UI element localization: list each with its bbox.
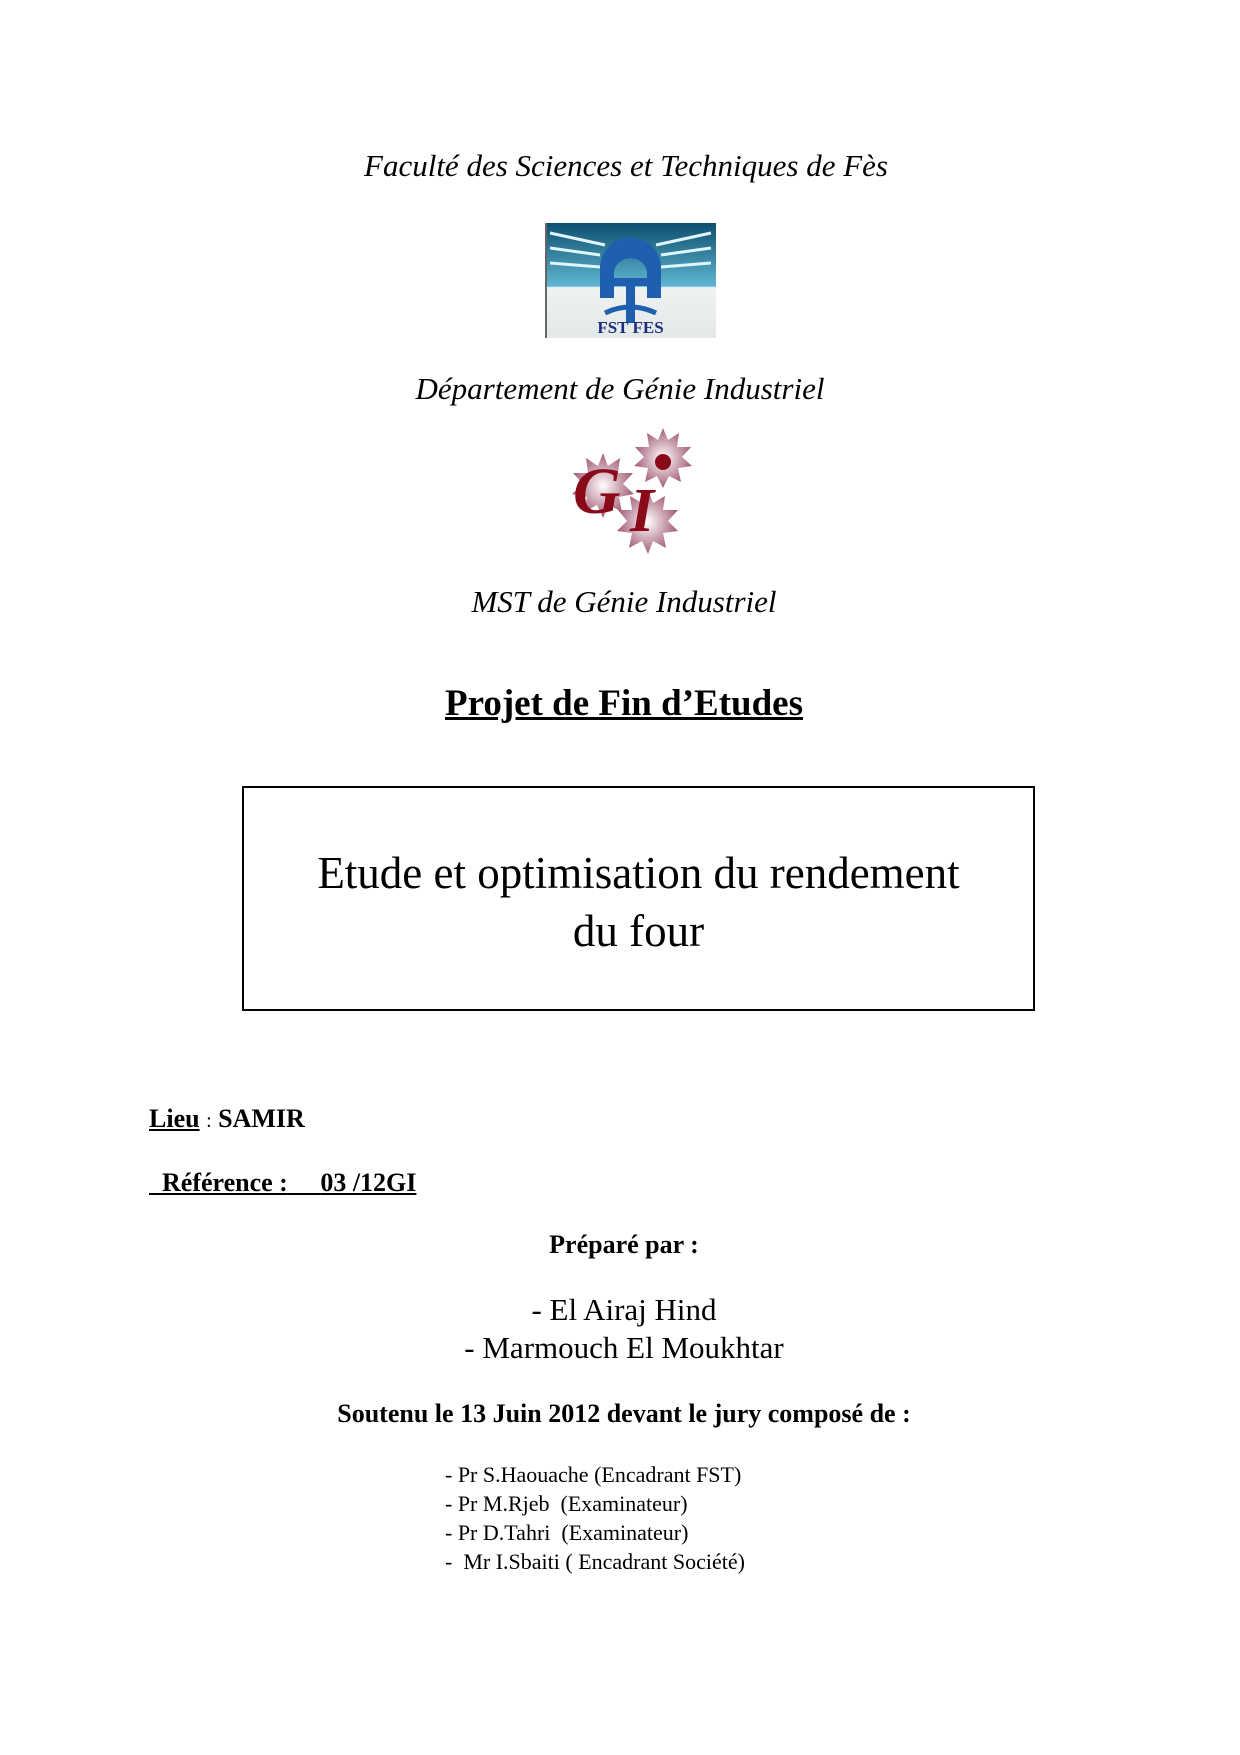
title-box (242, 786, 1035, 1011)
jury-member: - Pr S.Haouache (Encadrant FST) (445, 1462, 742, 1487)
reference-line (149, 1138, 416, 1198)
lieu-label: Lieu (149, 1104, 200, 1133)
prepared-by-label: Préparé par : (549, 1230, 699, 1259)
fst-logo-text: FST FES (597, 318, 664, 337)
defense-statement: Soutenu le 13 Juin 2012 devant le jury composé de : (337, 1399, 911, 1428)
author-name: - El Airaj Hind (531, 1292, 717, 1327)
fst-fes-logo (545, 223, 716, 338)
reference-label: Référence : (162, 1168, 288, 1197)
svg-text:G: G (573, 455, 621, 528)
program-name: MST de Génie Industriel (471, 584, 777, 619)
jury-member: - Pr M.Rjeb (Examinateur) (445, 1491, 688, 1516)
svg-text:I: I (630, 477, 655, 545)
lieu-separator: : (206, 1110, 212, 1132)
title-line-2: du four (572, 906, 705, 956)
jury-member: - Mr I.Sbaiti ( Encadrant Société) (445, 1549, 745, 1574)
title-line-1: Etude et optimisation du rendement (317, 848, 960, 898)
reference-value: 03 /12GI (320, 1168, 417, 1197)
author-name: - Marmouch El Moukhtar (464, 1330, 784, 1365)
jury-member: - Pr D.Tahri (Examinateur) (445, 1520, 689, 1545)
lieu-value: SAMIR (218, 1104, 305, 1133)
gi-logo (558, 428, 704, 556)
department-name: Département de Génie Industriel (415, 371, 825, 406)
document-type: Projet de Fin d’Etudes (444, 683, 803, 724)
faculty-name: Faculté des Sciences et Techniques de Fès (364, 148, 888, 183)
lieu-line (149, 1104, 305, 1134)
